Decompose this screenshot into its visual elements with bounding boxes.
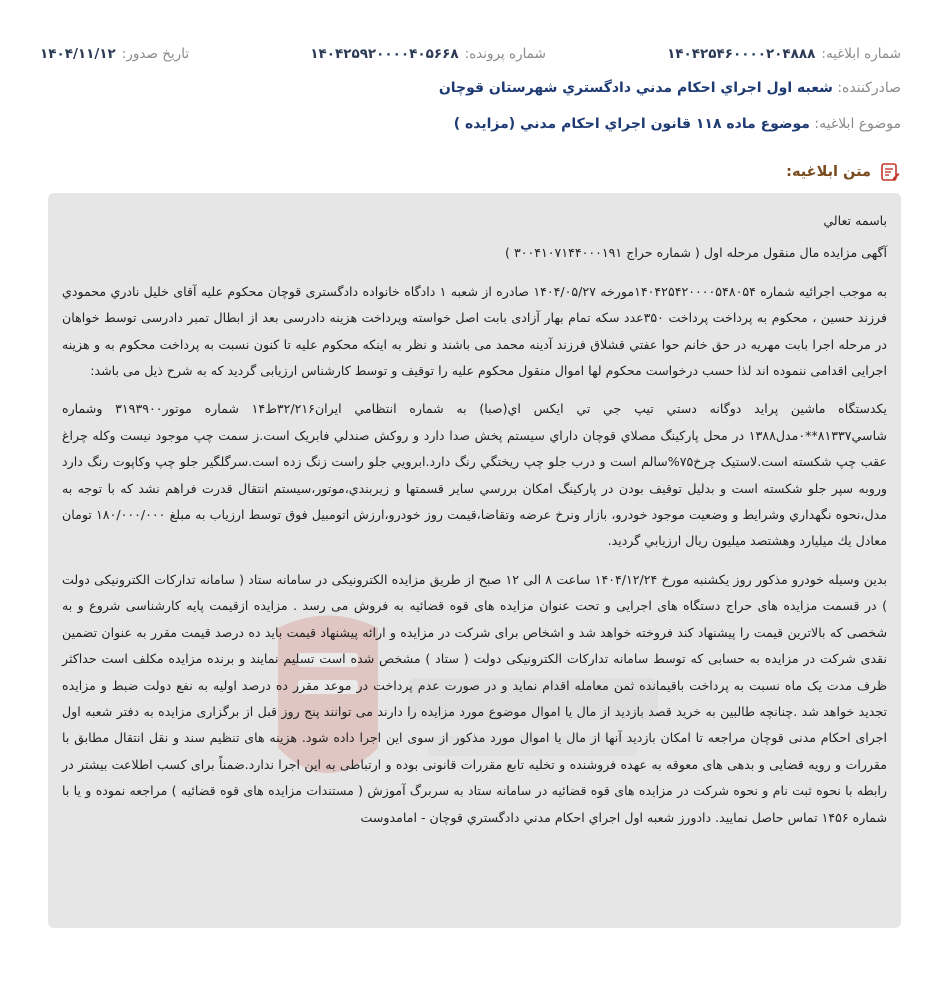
notice-number-label: شماره ابلاغیه:: [821, 46, 901, 62]
document-edit-icon: [879, 161, 901, 183]
notice-number: [667, 46, 901, 62]
case-number-label: شماره پرونده:: [464, 46, 546, 62]
issuer-value: شعبه اول اجراي احکام مدني دادگستري شهرستان قوچان: [438, 80, 833, 96]
case-number: [310, 46, 546, 62]
auction-heading: آگهی مزایده مال منقول مرحله اول ( شماره حراج ۳۰۰۴۱۰۷۱۴۴۰۰۰۱۹۱ ): [505, 245, 887, 261]
body-paragraph-3: بدین وسیله خودرو مذکور روز یکشنبه مورخ ۱۴۰۴/۱۲/۲۴ ساعت ۸ الی ۱۲ صبح از طریق مزایده الکترونیکی در سامانه ستاد ( سامانه تدارکات الکترونیکی دولت ) در قسمت مزایده های حراج دستگاه های اجرایی و تحت عنوان مزایده های قوه قضائیه به فروش می رسد . مزایده ازقیمت پایه کارشناسی شروع و به شخصی که بالاترین قیمت را پیشنهاد کند فروخته خواهد شد و اشخاص برای شرکت در مزایده و ارائه پیشنهاد قیمت باید ده درصد قیمت مقرر به عنوان تضمین نقدی شرکت در مزایده به حسابی که توسط سامانه تدارکات الکترونیکی دولت ( ستاد ) مشخص شده است تسلیم نمایند و برنده مزایده مکلف است حداکثر ظرف مدت یک ماه نسبت به پرداخت باقیمانده ثمن معامله اقدام نماید و در صورت عدم پرداخت در موعد مقرر ده درصد اولیه به نفع دولت ضبط و مزایده تجدید خواهد شد .چنانچه طالبین به خرید قصد بازدید از مال یا اموال موضوع مورد مزایده را دارند می توانند پنج روز قبل از برگزاری مزایده به دفتر شعبه اول اجرای احکام مدنی قوچان مراجعه تا امکان بازدید آنها از مال یا اموال مورد مذکور از سوی این اجرا داده شود. هزینه های تنظیم سند و نقل انتقال مطابق با مقررات و رویه قضایی و بدهی های معوقه به عهده فروشنده و تخلیه تابع مقررات قانونی بوده و ارتباطی به این اجرا ندارد.ضمناً برای کسب اطلاعت بیشتر در رابطه با نحوه ثبت نام و نحوه شرکت در مزایده های قوه قضائیه در سامانه ستاد به سربرگ آموزش ( مستندات مزایده های قوه قضائیه ) مراجعه نموده و یا با شماره ۱۴۵۶ تماس حاصل نمایید. دادورز شعبه اول اجراي احکام مدني دادگستري قوچان - امامدوست: [62, 571, 888, 825]
case-number-value: ۱۴۰۴۲۵۹۲۰۰۰۰۴۰۵۶۶۸: [310, 46, 459, 62]
subject-line: [40, 116, 901, 132]
subject-value: موضوع ماده ۱۱۸ قانون اجراي احکام مدني (مزايده ): [453, 116, 810, 132]
issue-date: [40, 46, 189, 62]
salutation: باسمه تعالي: [823, 213, 887, 228]
notice-text-card: [48, 193, 901, 928]
body-paragraph-2: یکدستگاه ماشین پراید دوگانه دستي تيپ جي تي ايکس اي(صبا) به شماره انتظامي ايران۳۲/۲۱۶ط۱۴ شماره موتور۳۱۹۳۹۰۰ وشماره شاسي۸۱۳۳۷**۰مدل۱۳۸۸ در محل پارکينگ مصلاي قوچان داراي سيستم پخش صدا دارد و روکش صندلي فابريک است.ز سمت چپ موجود نيست وکله چراغ عقب چپ شکسته است.لاستيک چرخ۷۵%سالم است و درب جلو چپ ريختگي رنگ دارد.ابرويي جلو راست زنگ زده است.سرگلگير جلو چپ وکاپوت رنگ دارد وروبه سپر جلو شکسته است و بدليل توقيف بودن در پارکينگ امکان بررسي ساير قسمتها و زيربندي،موتور،سيستم انتقال قدرت فراهم نشد که با توجه به مدل،نحوه نگهداري وشرايط و وضعيت موجود خودرو، بازار ونرخ عرضه وتقاضا،قيمت روز خودرو،ارزش اتومبيل فوق توسط ارزياب به مبلغ ۱۸۰/۰۰۰/۰۰۰ تومان معادل يك ميليارد وهشتصد ميليون ريال ارزيابي گرديد.: [62, 401, 887, 549]
issue-date-label: تاریخ صدور:: [121, 46, 190, 62]
notice-meta-row: [40, 46, 901, 62]
issuer-label: صادرکننده:: [837, 80, 901, 96]
body-paragraph-1: به موجب اجرائیه شماره ۱۴۰۴۲۵۴۲۰۰۰۰۵۴۸۰۵۴مورخه ۱۴۰۴/۰۵/۲۷ صادره از شعبه ۱ دادگاه خانواده دادگستری قوچان محکوم علیه آقای خلیل نادري محمودي فرزند حسین ، محکوم به پرداخت پرداخت ۳۵۰عدد سکه تمام بهار آزادی بابت اصل خواسته وپرداخت هزینه دادرسی بعد از ابطال تمبر دادرسی توسط خواهان در مرحله اجرا بابت مهریه در حق خانم حوا عفتي قشلاق فرزند آدینه محمد می باشند و نظر به اینکه محکوم علیه تا کنون نسبت به پرداخت محکوم به و هزینه اجرایی اقدامی ننموده اند لذا حسب درخواست محکوم لها اموال منقول محکوم علیه را توقیف و توسط کارشناس ارزیابی گردید که به شرح ذیل می باشد:: [62, 283, 888, 379]
notice-number-value: ۱۴۰۴۲۵۴۶۰۰۰۰۲۰۴۸۸۸: [667, 46, 816, 62]
issue-date-value: ۱۴۰۴/۱۱/۱۲: [40, 46, 116, 62]
issuer-line: [40, 80, 901, 96]
notice-text-title: متن ابلاغیه:: [786, 164, 871, 180]
notice-body: [62, 208, 887, 831]
subject-label: موضوع ابلاغیه:: [814, 116, 901, 132]
notice-text-heading: [786, 161, 901, 183]
